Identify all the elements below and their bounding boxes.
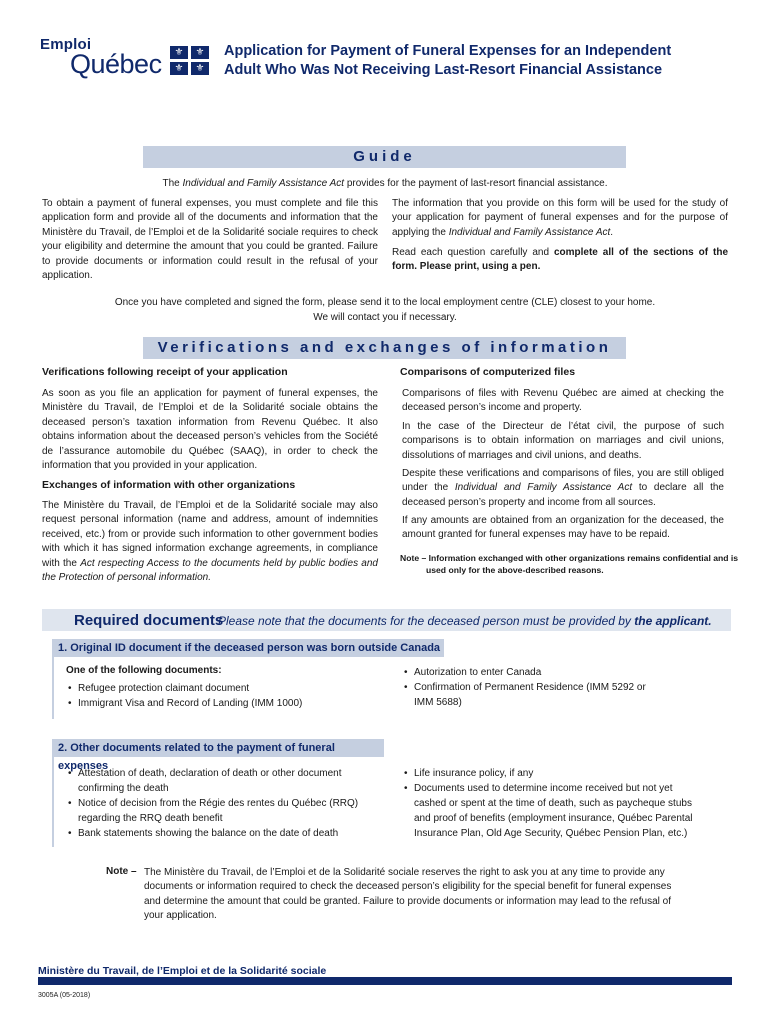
required-documents-note: Please note that the documents for the deceased person must be provided by the applicant.: [218, 614, 712, 628]
section-2-left-list: [68, 766, 368, 841]
document-title: Application for Payment of Funeral Expenses for an Independent Adult Who Was Not Receiving Last-Resort Financial Assistance: [224, 43, 672, 78]
list-item: • Attestation of death, declaration of death or other document confirming the death: [68, 766, 368, 796]
verifications-subheading: Verifications following receipt of your application: [42, 366, 288, 378]
section-2-right-list: [404, 766, 704, 841]
section-1-left-list: [68, 681, 368, 711]
confidential-note: Note – Information exchanged with other organizations remains confidential and is used only for the above-described reasons.: [400, 553, 739, 575]
logo-quebec: Québec: [70, 49, 162, 79]
verifications-heading: Verifications and exchanges of information: [143, 337, 626, 359]
section-1-rule: [52, 657, 54, 719]
section-1-right-list: [404, 665, 664, 710]
list-item: • Immigrant Visa and Record of Landing (IMM 1000): [68, 696, 368, 711]
note-text: The Ministère du Travail, de l’Emploi et de la Solidarité sociale reserves the right to ask you at any time to provide any documents or information required to check the deceased person’s eligibility for the special benefit for funeral expenses and determine the amount that could be granted. Failure to provide documents or information may lead to the refusal of your application.: [144, 867, 672, 922]
section-2-rule: [52, 757, 54, 847]
list-item: • Notice of decision from the Régie des rentes du Québec (RRQ) regarding the RRQ death benefit: [68, 796, 368, 826]
contact-line: We will contact you if necessary.: [313, 312, 457, 323]
section-2-heading: 2. Other documents related to the payment of funeral expenses: [52, 739, 384, 757]
guide-right-paragraph: The information that you provide on this form will be used for the study of your application for payment of funeral expenses and for the purpose of applying the Individual and Family Assistance Act.: [392, 198, 728, 238]
guide-intro: The Individual and Family Assistance Act provides for the payment of last-resort financial assistance.: [162, 178, 608, 189]
list-item: • Confirmation of Permanent Residence (IMM 5292 or IMM 5688): [404, 680, 664, 710]
form-code: 3005A (05-2018): [38, 992, 91, 999]
exchanges-subheading: Exchanges of information with other organizations: [42, 479, 296, 491]
logo-emploi: Emploi: [40, 36, 92, 53]
verifications-paragraph: As soon as you file an application for payment of funeral expenses, the Ministère du Travail, de l’Emploi et de la Solidarité sociale obtains the deceased person’s taxation information from Revenu Québec. It also obtains information about the deceased person’s vehicles from the Société de l’assurance automobile du Québec (SAAQ), in order to check the information that you provided in your application.: [42, 388, 378, 472]
comparisons-subheading: Comparisons of computerized files: [400, 366, 576, 378]
section-1-subheading: One of the following documents:: [66, 665, 222, 676]
guide-heading: Guide: [143, 146, 626, 168]
list-item: • Autorization to enter Canada: [404, 665, 664, 680]
section-1-heading: 1. Original ID document if the deceased person was born outside Canada: [52, 639, 444, 657]
footer-bar: [38, 977, 732, 985]
list-item: • Refugee protection claimant document: [68, 681, 368, 696]
comparisons-paragraph-3: Despite these verifications and comparisons of files, you are still obliged under the Individual and Family Assistance Act to declare all the deceased person’s property and income from all sources.: [402, 468, 724, 508]
list-item: • Bank statements showing the balance on the date of death: [68, 826, 368, 841]
footer-ministry: Ministère du Travail, de l’Emploi et de la Solidarité sociale: [38, 965, 327, 977]
comparisons-paragraph-4: If any amounts are obtained from an organization for the deceased, the amount granted for funeral expenses may have to be repaid.: [402, 515, 724, 541]
guide-left-paragraph: To obtain a payment of funeral expenses, you must complete and file this application form and provide all of the documents and information that the Ministère du Travail, de l’Emploi et de la Solidarité sociale requires to check your eligibility and determine the amount that you could be granted. Failure to provide documents or information could result in the refusal of your application.: [42, 198, 378, 282]
quebec-flag-icon: ⚜ ⚜ ⚜ ⚜: [170, 46, 210, 76]
exchanges-paragraph: The Ministère du Travail, de l’Emploi et de la Solidarité sociale may also request personal information (name and address, amount of indemnities received, etc.) from or provide such information to other government bodies with which it has signed information exchange agreements, in compliance with the Act respecting Access to the documents held by public bodies and the Protection of personal information.: [42, 500, 378, 584]
guide-instructions: Read each question carefully and complete all of the sections of the form. Please print, using a pen.: [392, 247, 729, 273]
list-item: • Documents used to determine income received but not yet cashed or spent at the time of death, such as paycheque stubs and proof of benefits (employment insurance, Québec Parental Insurance Plan, Old Age Security, Québec Pension Plan, etc.): [404, 781, 704, 841]
comparisons-paragraph-1: Comparisons of files with Revenu Québec are aimed at checking the deceased person’s income and property.: [402, 388, 724, 414]
required-documents-title: Required documents: [74, 612, 224, 629]
list-item: • Life insurance policy, if any: [404, 766, 704, 781]
send-instructions: Once you have completed and signed the form, please send it to the local employment centre (CLE) closest to your home.: [114, 297, 656, 308]
note-label: Note –: [106, 866, 137, 877]
comparisons-paragraph-2: In the case of the Directeur de l’état civil, the purpose of such comparisons is to obtain information on marriages and civil unions, dissolutions of marriages and civil unions, and deaths.: [402, 421, 724, 461]
